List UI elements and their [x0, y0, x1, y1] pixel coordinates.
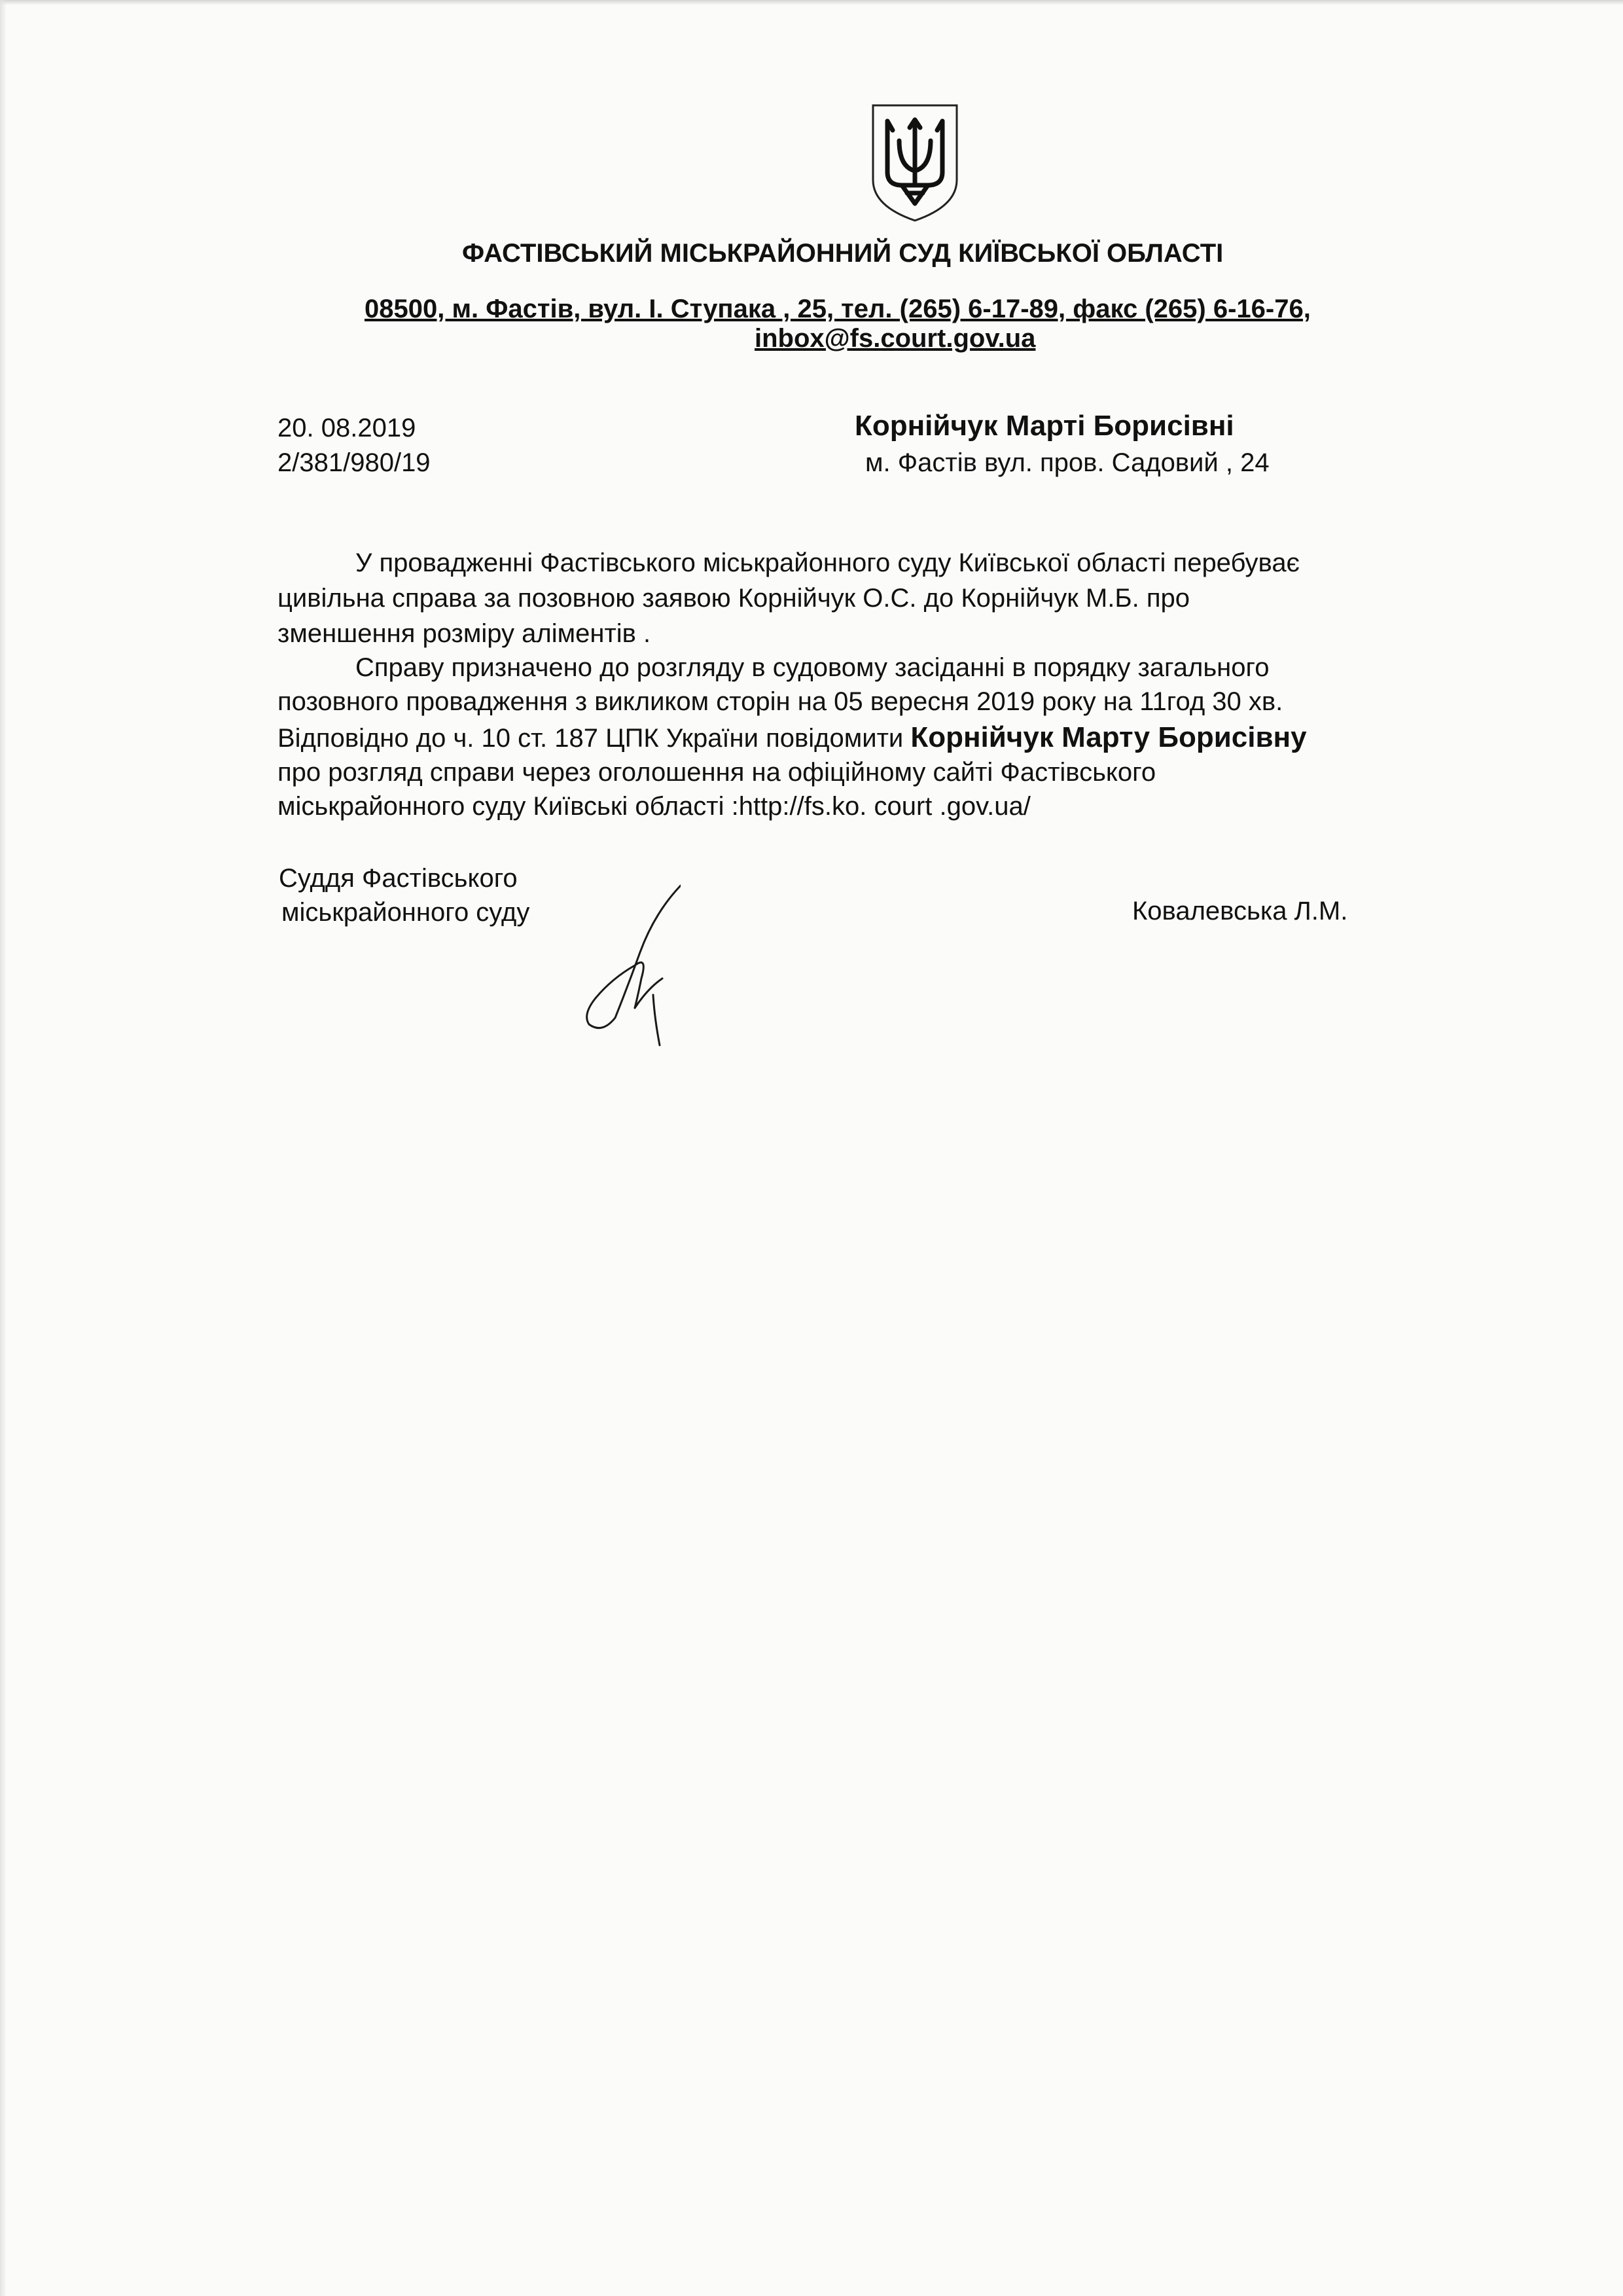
body-line: цивільна справа за позовною заявою Корнійчук О.С. до Корнійчук М.Б. про: [277, 584, 1190, 613]
email-link[interactable]: inbox@fs.court.gov.ua: [755, 324, 1036, 353]
signer-title: Суддя Фастівського: [279, 864, 518, 893]
document-date: 20. 08.2019: [277, 414, 416, 442]
handwritten-signature-icon: [576, 874, 681, 1050]
body-line: Справу призначено до розгляду в судовому засіданні в порядку загального: [355, 653, 1270, 682]
body-line: міськрайонного суду Київські області :http://fs.ko. court .gov.ua/: [277, 792, 1031, 821]
notified-person-name: Корнійчук Марту Борисівну: [910, 721, 1307, 753]
body-line: зменшення розміру аліментів .: [277, 619, 651, 648]
case-number: 2/381/980/19: [277, 448, 431, 477]
trident-coat-of-arms-icon: [869, 101, 961, 223]
scan-edge: [0, 0, 7, 2296]
court-email[interactable]: [755, 324, 1035, 353]
judge-name: Ковалевська Л.М.: [1132, 897, 1348, 925]
body-line: [277, 721, 1307, 754]
body-line: У провадженні Фастівського міськрайонного суду Київської області перебуває: [355, 548, 1300, 577]
court-name: ФАСТІВСЬКИЙ МІСЬКРАЙОННИЙ СУД КИЇВСЬКОЇ ОБЛАСТІ: [462, 239, 1224, 268]
signer-title: міськрайонного суду: [281, 898, 530, 927]
recipient-name: Корнійчук Марті Борисівні: [855, 410, 1234, 442]
body-line: позовного провадження з викликом сторін на 05 вересня 2019 року на 11год 30 хв.: [277, 687, 1283, 716]
recipient-address: м. Фастів вул. пров. Садовий , 24: [865, 448, 1270, 477]
body-line: про розгляд справи через оголошення на офіційному сайті Фастівського: [277, 758, 1156, 787]
body-text: Відповідно до ч. 10 ст. 187 ЦПК України повідомити: [277, 724, 911, 753]
court-address: 08500, м. Фастів, вул. І. Ступака , 25, тел. (265) 6-17-89, факс (265) 6-16-76,: [365, 295, 1311, 323]
scan-edge: [0, 0, 1623, 5]
